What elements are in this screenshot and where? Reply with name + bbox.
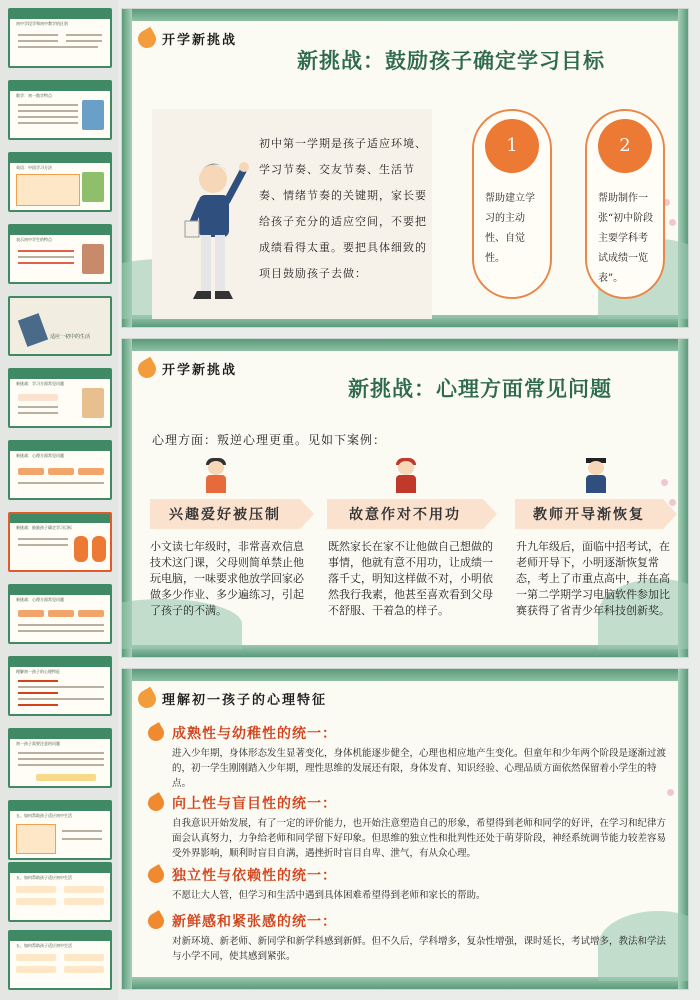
case-label-1: 兴趣爱好被压制: [150, 499, 300, 529]
case-text-2: 既然家长在家不让他做自己想做的事情，他就有意不用功，让成绩一落千丈，明知这样做不对，小明依然我行我素，他甚至喜欢看到父母不舒服、干着急的样子。: [328, 540, 493, 617]
slide-thumbnail[interactable]: 新挑战：心理方面常见问题: [8, 584, 112, 644]
slide-thumbnail[interactable]: 初一孩子需要注意的问题: [8, 728, 112, 788]
maple-leaf-icon: [135, 356, 160, 381]
slide-thumbnail[interactable]: 数学：初一数学特点: [8, 80, 112, 140]
slide-thumbnail[interactable]: 适应一初中的生活: [8, 296, 112, 356]
section-header: 理解初一孩子的心理特征: [138, 689, 327, 708]
section-header: 开学新挑战: [138, 29, 237, 48]
student-avatar-icon: [204, 461, 228, 495]
slide-goal-setting: [121, 8, 689, 328]
slide-thumbnail[interactable]: 五、如何帮助孩子适应初中生活: [8, 930, 112, 990]
trait-item: 独立性与依赖性的统一： 不愿让大人管，但学习和生活中遇到具体困难希望得到老师和家长的帮助。: [148, 865, 672, 903]
student-avatar-icon: [394, 461, 418, 495]
maple-leaf-icon: [145, 792, 167, 814]
case-text-1: 小文读七年级时，非常喜欢信息技术这门课，父母则简单禁止他玩电脑，一味要求他放学回家必做多少作业、多少遍练习，引起了孩子的不满。: [150, 540, 304, 617]
slide-thumbnail-rail: [0, 0, 118, 1000]
goal-card-2: 2 帮助制作一张“初中阶段主要学科考试成绩一览表”。: [585, 109, 665, 299]
number-badge: 1: [485, 119, 539, 173]
trait-item: 成熟性与幼稚性的统一： 进入少年期，身体形态发生显著变化，身体机能逐步健全，心理也相应地产生变化。但童年和少年两个阶段是逐渐过渡的，初一学生刚刚踏入少年期，理性思维的发展还有限，身体发育、知识经验、心理品质方面依然保留着小学生的特点。: [148, 723, 672, 791]
slide-thumbnail[interactable]: 五、如何帮助孩子适应初中生活: [8, 862, 112, 922]
maple-leaf-icon: [145, 864, 167, 886]
slide-psychological-traits: [121, 668, 689, 990]
maple-leaf-icon: [145, 722, 167, 744]
trait-item: 向上性与盲目性的统一： 自我意识开始发展，有了一定的评价能力，也开始注意塑造自己的形象，希望得到老师和同学的好评，在学习和纪律方面会认真努力，力争给老师和同学留下好印象。但思维的独立性和批判性还处于萌芽阶段，神经系统调节能力较差容易受外界影响，顺利时盲目自满，遇挫折时盲目自卑、泄气，有从众心理。: [148, 793, 672, 861]
slide-thumbnail[interactable]: 新挑战：心理方面常见问题: [8, 440, 112, 500]
slide-thumbnail[interactable]: 表示初中学生的特点: [8, 224, 112, 284]
case-label-2: 故意作对不用功: [327, 499, 483, 529]
case-text-3: 升九年级后，面临中招考试，在老师开导下，小明逐渐恢复常态，考上了市重点高中，并在高一第二学期学习电脑软件参加比赛获得了省青少年科技创新奖。: [516, 540, 670, 617]
maple-leaf-icon: [135, 26, 160, 51]
slide-title: 新挑战：鼓励孩子确定学习目标: [297, 48, 605, 73]
slide-thumbnail[interactable]: 初中学段学和初中教学的区别: [8, 8, 112, 68]
maple-leaf-icon: [135, 686, 160, 711]
case-label-3: 教师开导渐恢复: [515, 499, 663, 529]
goal-card-1: 1 帮助建立学习的主动性、自觉性。: [472, 109, 552, 299]
waving-student-illustration: [177, 149, 257, 319]
slide-thumbnail[interactable]: 五、如何帮助孩子适应初中生活: [8, 800, 112, 860]
slide-thumbnail[interactable]: 新挑战：学习方面常见问题: [8, 368, 112, 428]
number-badge: 2: [598, 119, 652, 173]
goal-setting-body: 初中第一学期是孩子适应环境、学习节奏、交友节奏、生活节奏、情绪节奏的关键期，家长要给孩子充分的适应空间，不要把成绩看得太重。要把具体细致的项目鼓励孩子去做：: [259, 137, 427, 280]
section-header: 开学新挑战: [138, 359, 237, 378]
slide-thumbnail[interactable]: 英语：中国学习方法: [8, 152, 112, 212]
slide-thumbnail[interactable]: 理解初一孩子的心理特征: [8, 656, 112, 716]
graduate-avatar-icon: [584, 461, 608, 495]
maple-leaf-icon: [145, 910, 167, 932]
slide-psychology-problems: [121, 338, 689, 658]
slide-thumbnail-selected[interactable]: 新挑战：鼓励孩子确定学习目标: [8, 512, 112, 572]
intro-text: 心理方面：叛逆心理更重。见如下案例：: [152, 433, 387, 447]
trait-item: 新鲜感和紧张感的统一： 对新环境、新老师、新同学和新学科感到新鲜。但不久后，学科增多，复杂性增强，课时延长，考试增多，教法和学法与小学不同，使其感到紧张。: [148, 911, 672, 964]
slide-title: 新挑战：心理方面常见问题: [348, 376, 612, 401]
